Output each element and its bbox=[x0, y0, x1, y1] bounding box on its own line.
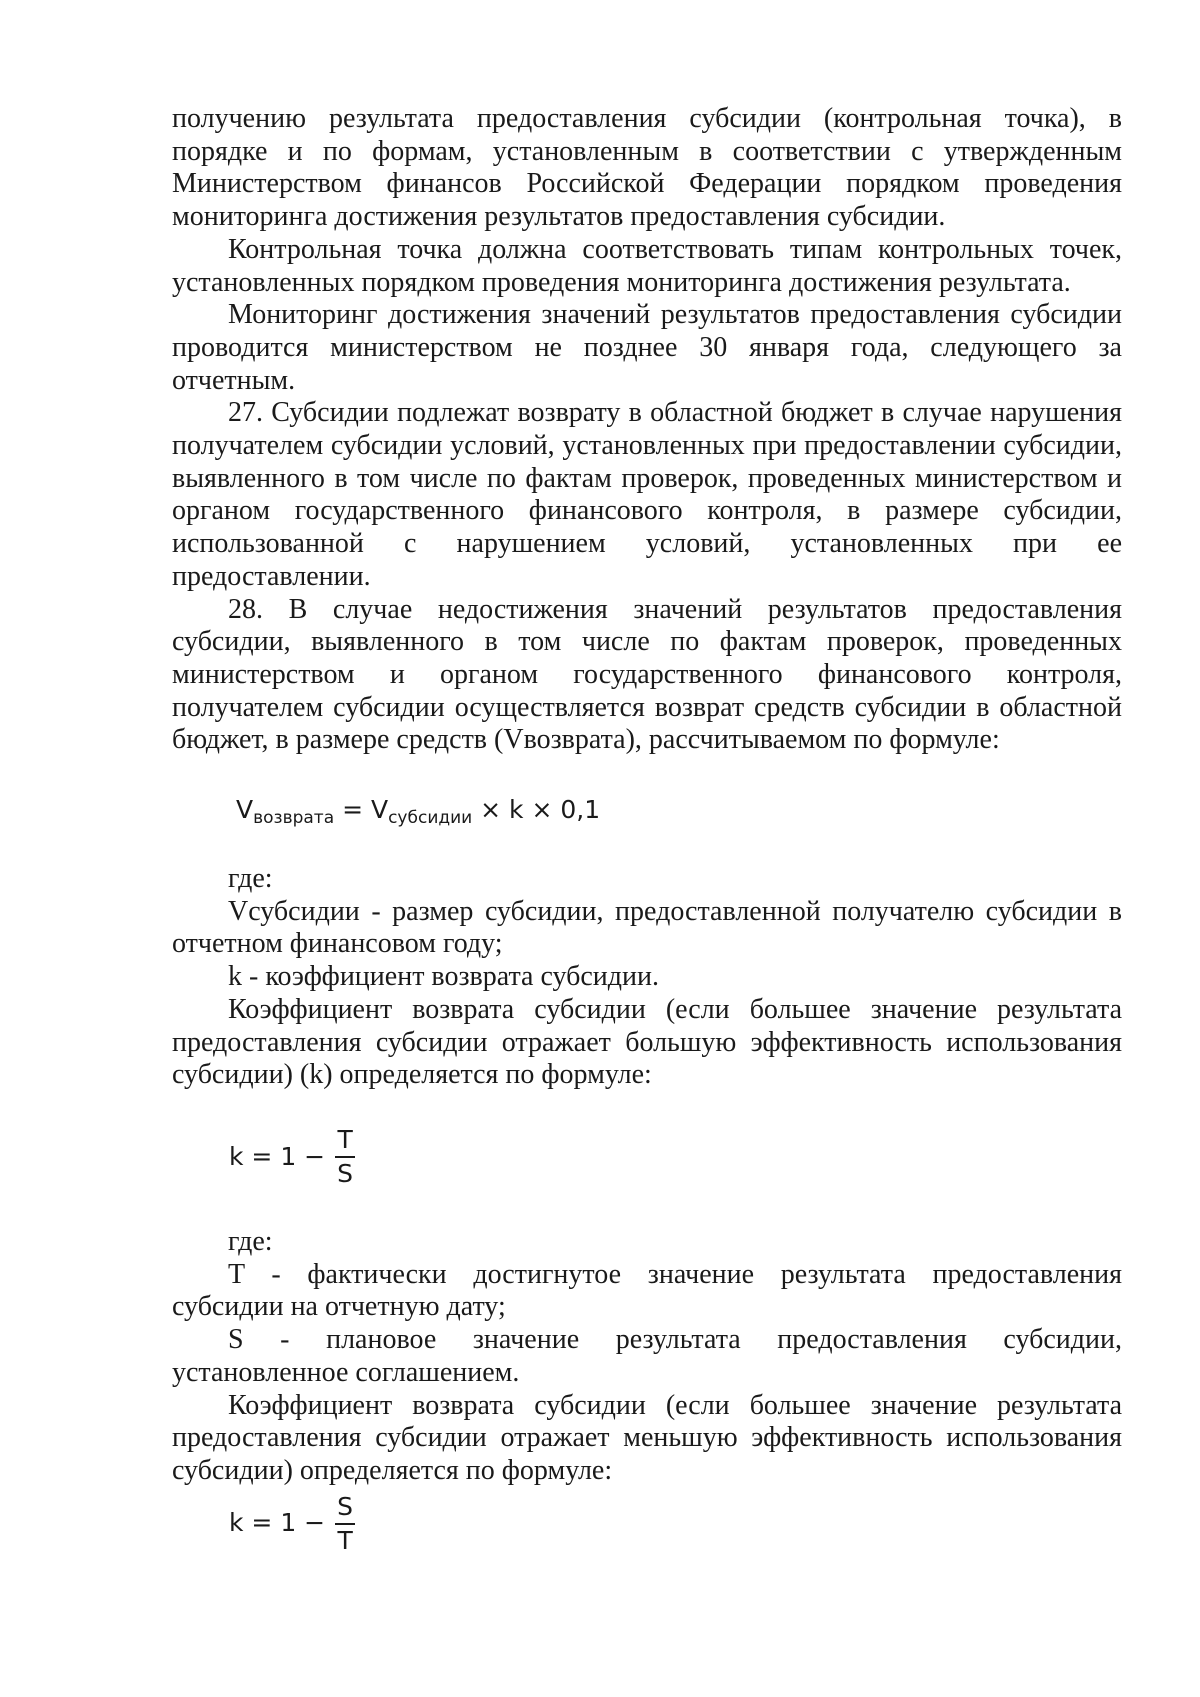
paragraph: Vсубсидии - размер субсидии, предоставленной получателю субсидии в отчетном финансовом году; bbox=[172, 895, 1122, 960]
paragraphs-top bbox=[172, 103, 1122, 757]
formula-k-eq: = 1 − bbox=[243, 1141, 334, 1171]
formula-lhs: V bbox=[236, 795, 254, 825]
formula-k-larger-better bbox=[229, 1122, 1122, 1192]
formula-k-larger-worse bbox=[229, 1489, 1122, 1559]
paragraph: 27. Субсидии подлежат возврату в областной бюджет в случае нарушения получателем субсидии условий, установленных при предоставлении субсидии, выявленного в том числе по фактам проверок, проведенных министерством и органом государственного финансового контроля, в размере субсидии, использованной с нарушением условий, установленных при ее предоставлении. bbox=[172, 397, 1122, 592]
fraction-numerator: T bbox=[337, 1124, 353, 1154]
formula-k-lhs: k bbox=[229, 1141, 244, 1171]
paragraph: 28. В случае недостижения значений результатов предоставления субсидии, выявленного в том числе по фактам проверок, проведенных министерством и органом государственного финансового контроля, получателем субсидии осуществляется возврат средств субсидии в областной бюджет, в размере средств (Vвозврата), рассчитываемом по формуле: bbox=[172, 593, 1122, 756]
fraction-denominator: S bbox=[337, 1158, 354, 1188]
paragraph: Контрольная точка должна соответствовать типам контрольных точек, установленных порядком проведения мониторинга достижения результата. bbox=[172, 233, 1122, 298]
paragraph: где: bbox=[228, 1225, 273, 1257]
formula-rhs: V bbox=[370, 795, 389, 825]
paragraph: получению результата предоставления субсидии (контрольная точка), в порядке и по формам, установленным в соответствии с утвержденным Министерством финансов Российской Федерации порядком проведения мониторинга достижения результатов предоставления субсидии. bbox=[172, 103, 1122, 233]
paragraphs-mid2 bbox=[172, 1226, 1122, 1488]
formula-return-amount bbox=[236, 793, 1122, 827]
document-page bbox=[172, 103, 1122, 1559]
fraction-bar bbox=[335, 1523, 355, 1525]
paragraph: T - фактически достигнутое значение результата предоставления субсидии на отчетную дату; bbox=[172, 1258, 1122, 1323]
formula-tail: × k × 0,1 bbox=[472, 795, 601, 825]
formula-rhs-subscript: субсидии bbox=[388, 808, 473, 829]
paragraphs-mid bbox=[172, 863, 1122, 1092]
formula-k-eq: = 1 − bbox=[243, 1508, 334, 1538]
fraction-s-over-t bbox=[335, 1493, 355, 1555]
paragraph: где: bbox=[228, 863, 273, 895]
fraction-denominator: T bbox=[337, 1525, 353, 1555]
formula-lhs-subscript: возврата bbox=[253, 808, 335, 829]
fraction-bar bbox=[335, 1156, 355, 1158]
paragraph: Коэффициент возврата субсидии (если большее значение результата предоставления субсидии отражает меньшую эффективность использования субсидии) определяется по формуле: bbox=[172, 1389, 1122, 1486]
formula-equals: = bbox=[334, 795, 371, 825]
formula-k-lhs: k bbox=[229, 1508, 244, 1538]
paragraph: Коэффициент возврата субсидии (если большее значение результата предоставления субсидии отражает большую эффективность использования субсидии) (k) определяется по формуле: bbox=[172, 993, 1122, 1091]
fraction-t-over-s bbox=[335, 1126, 355, 1188]
fraction-numerator: S bbox=[337, 1491, 354, 1521]
paragraph: Мониторинг достижения значений результатов предоставления субсидии проводится министерством не позднее 30 января года, следующего за отчетным. bbox=[172, 299, 1122, 396]
paragraph: S - плановое значение результата предоставления субсидии, установленное соглашением. bbox=[172, 1324, 1122, 1388]
paragraph: k - коэффициент возврата субсидии. bbox=[228, 961, 660, 993]
